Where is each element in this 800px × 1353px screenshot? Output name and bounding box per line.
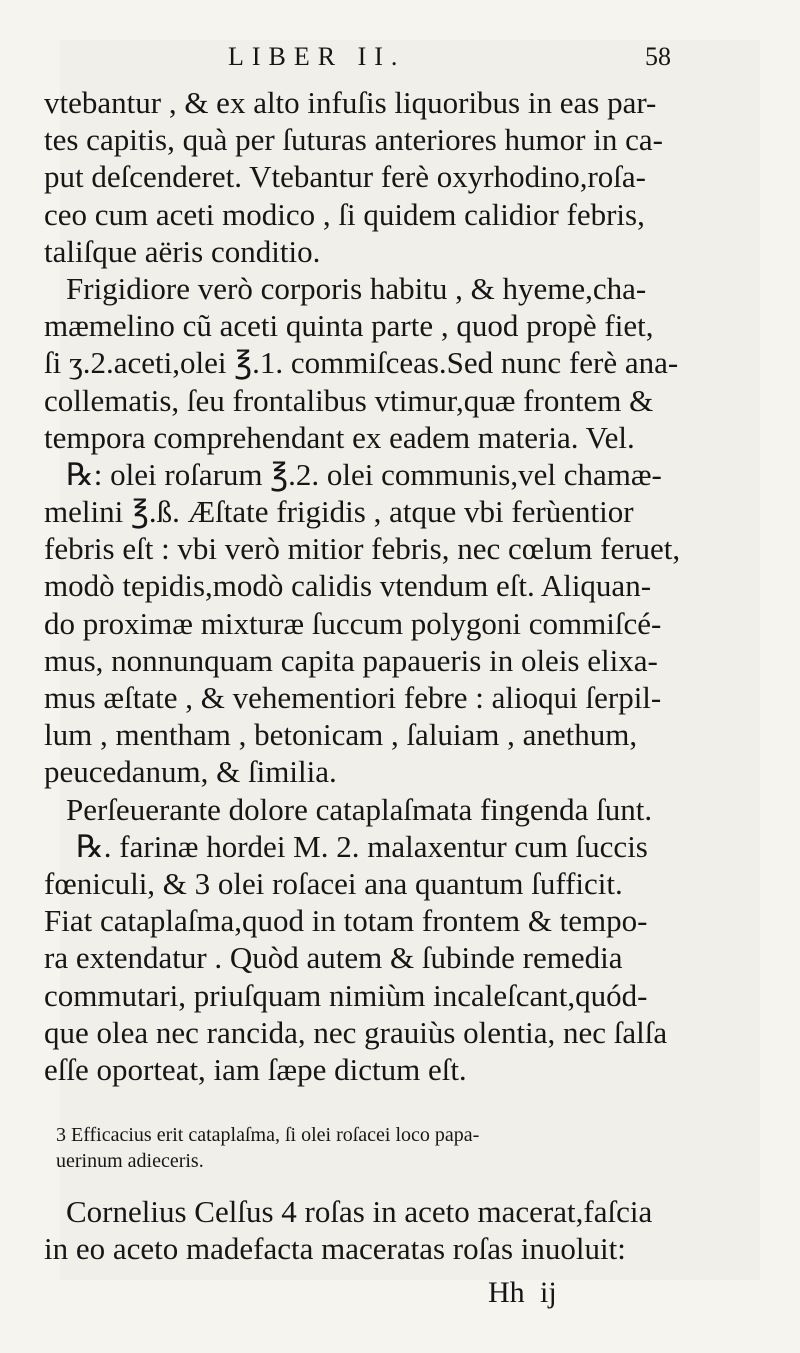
page-header [0, 36, 800, 86]
text-line: febris eſt : vbi verò mitior febris, nec cœlum feruet, [44, 531, 681, 567]
text-line: ra extendatur . Quòd autem & ſubinde remedia [44, 940, 623, 976]
text-line: ℞. farinæ hordei M. 2. malaxentur cum ſuccis [76, 828, 648, 864]
text-line: do proximæ mixturæ ſuccum polygoni commiſcé- [44, 605, 662, 641]
text-line: Fiat cataplaſma,quod in totam frontem & tempo- [44, 903, 648, 939]
text-line: in eo aceto madefacta maceratas roſas inuoluit: [44, 1231, 626, 1267]
text-line: Perſeuerante dolore cataplaſmata fingenda ſunt. [66, 791, 653, 827]
text-line: que olea nec rancida, nec grauiùs olentia, nec ſalſa [44, 1014, 668, 1050]
text-line: eſſe oporteat, iam ſæpe dictum eſt. [44, 1051, 467, 1087]
text-line: ceo cum aceti modico , ſi quidem calidior febris, [44, 196, 645, 232]
text-line: Frigidiore verò corporis habitu , & hyeme,cha- [66, 270, 647, 306]
signature-mark: ij [540, 1276, 557, 1309]
text-line: Cornelius Celſus 4 roſas in aceto macerat,faſcia [66, 1194, 653, 1229]
text-line: ſi ʒ.2.aceti,olei ℥.1. commiſceas.Sed nunc ferè ana- [44, 345, 679, 381]
footnote-block [56, 1122, 706, 1174]
footnote-line: uerinum adieceris. [56, 1150, 204, 1172]
text-line: tes capitis, quà per ſuturas anteriores humor in ca- [44, 122, 663, 158]
continuation-text-block [44, 1193, 744, 1267]
text-line: vtebantur , & ex alto infuſis liquoribus in eas par- [44, 85, 657, 120]
text-line: melini ℥.ß. Æſtate frigidis , atque vbi ferùentior [44, 494, 634, 530]
text-line: commutari, priuſquam nimiùm incaleſcant,quód- [44, 977, 648, 1013]
running-title: LIBER II. [228, 42, 406, 71]
text-line: lum , mentham , betonicam , ſaluiam , anethum, [44, 717, 638, 753]
folio-number: 58 [645, 42, 671, 71]
text-line: ℞: olei roſarum ℥.2. olei communis,vel chamæ- [66, 456, 662, 492]
text-line: mus, nonnunquam capita papaueris in oleis elixa- [44, 642, 658, 678]
text-line: mæmelino cũ aceti quinta parte , quod propè fiet, [44, 308, 654, 344]
main-text-block [44, 84, 684, 1088]
footnote-line: 3 Efficacius erit cataplaſma, ſi olei roſacei loco papa- [56, 1124, 480, 1146]
text-line: mus æſtate , & vehementiori febre : alioqui ſerpil- [44, 680, 662, 715]
text-line: tempora comprehendant ex eadem materia. Vel. [44, 419, 635, 455]
text-line: taliſque aëris conditio. [44, 233, 321, 269]
text-line: collematis, ſeu frontalibus vtimur,quæ frontem & [44, 382, 654, 418]
text-line: modò tepidis,modò calidis vtendum eſt. Aliquan- [44, 568, 652, 604]
text-line: peucedanum, & ſimilia. [44, 754, 337, 790]
catchword: Hh [488, 1276, 525, 1309]
text-line: put deſcenderet. Vtebantur ferè oxyrhodino,roſa- [44, 159, 646, 195]
text-line: fœniculi, & 3 olei roſacei ana quantum ſufficit. [44, 865, 623, 901]
